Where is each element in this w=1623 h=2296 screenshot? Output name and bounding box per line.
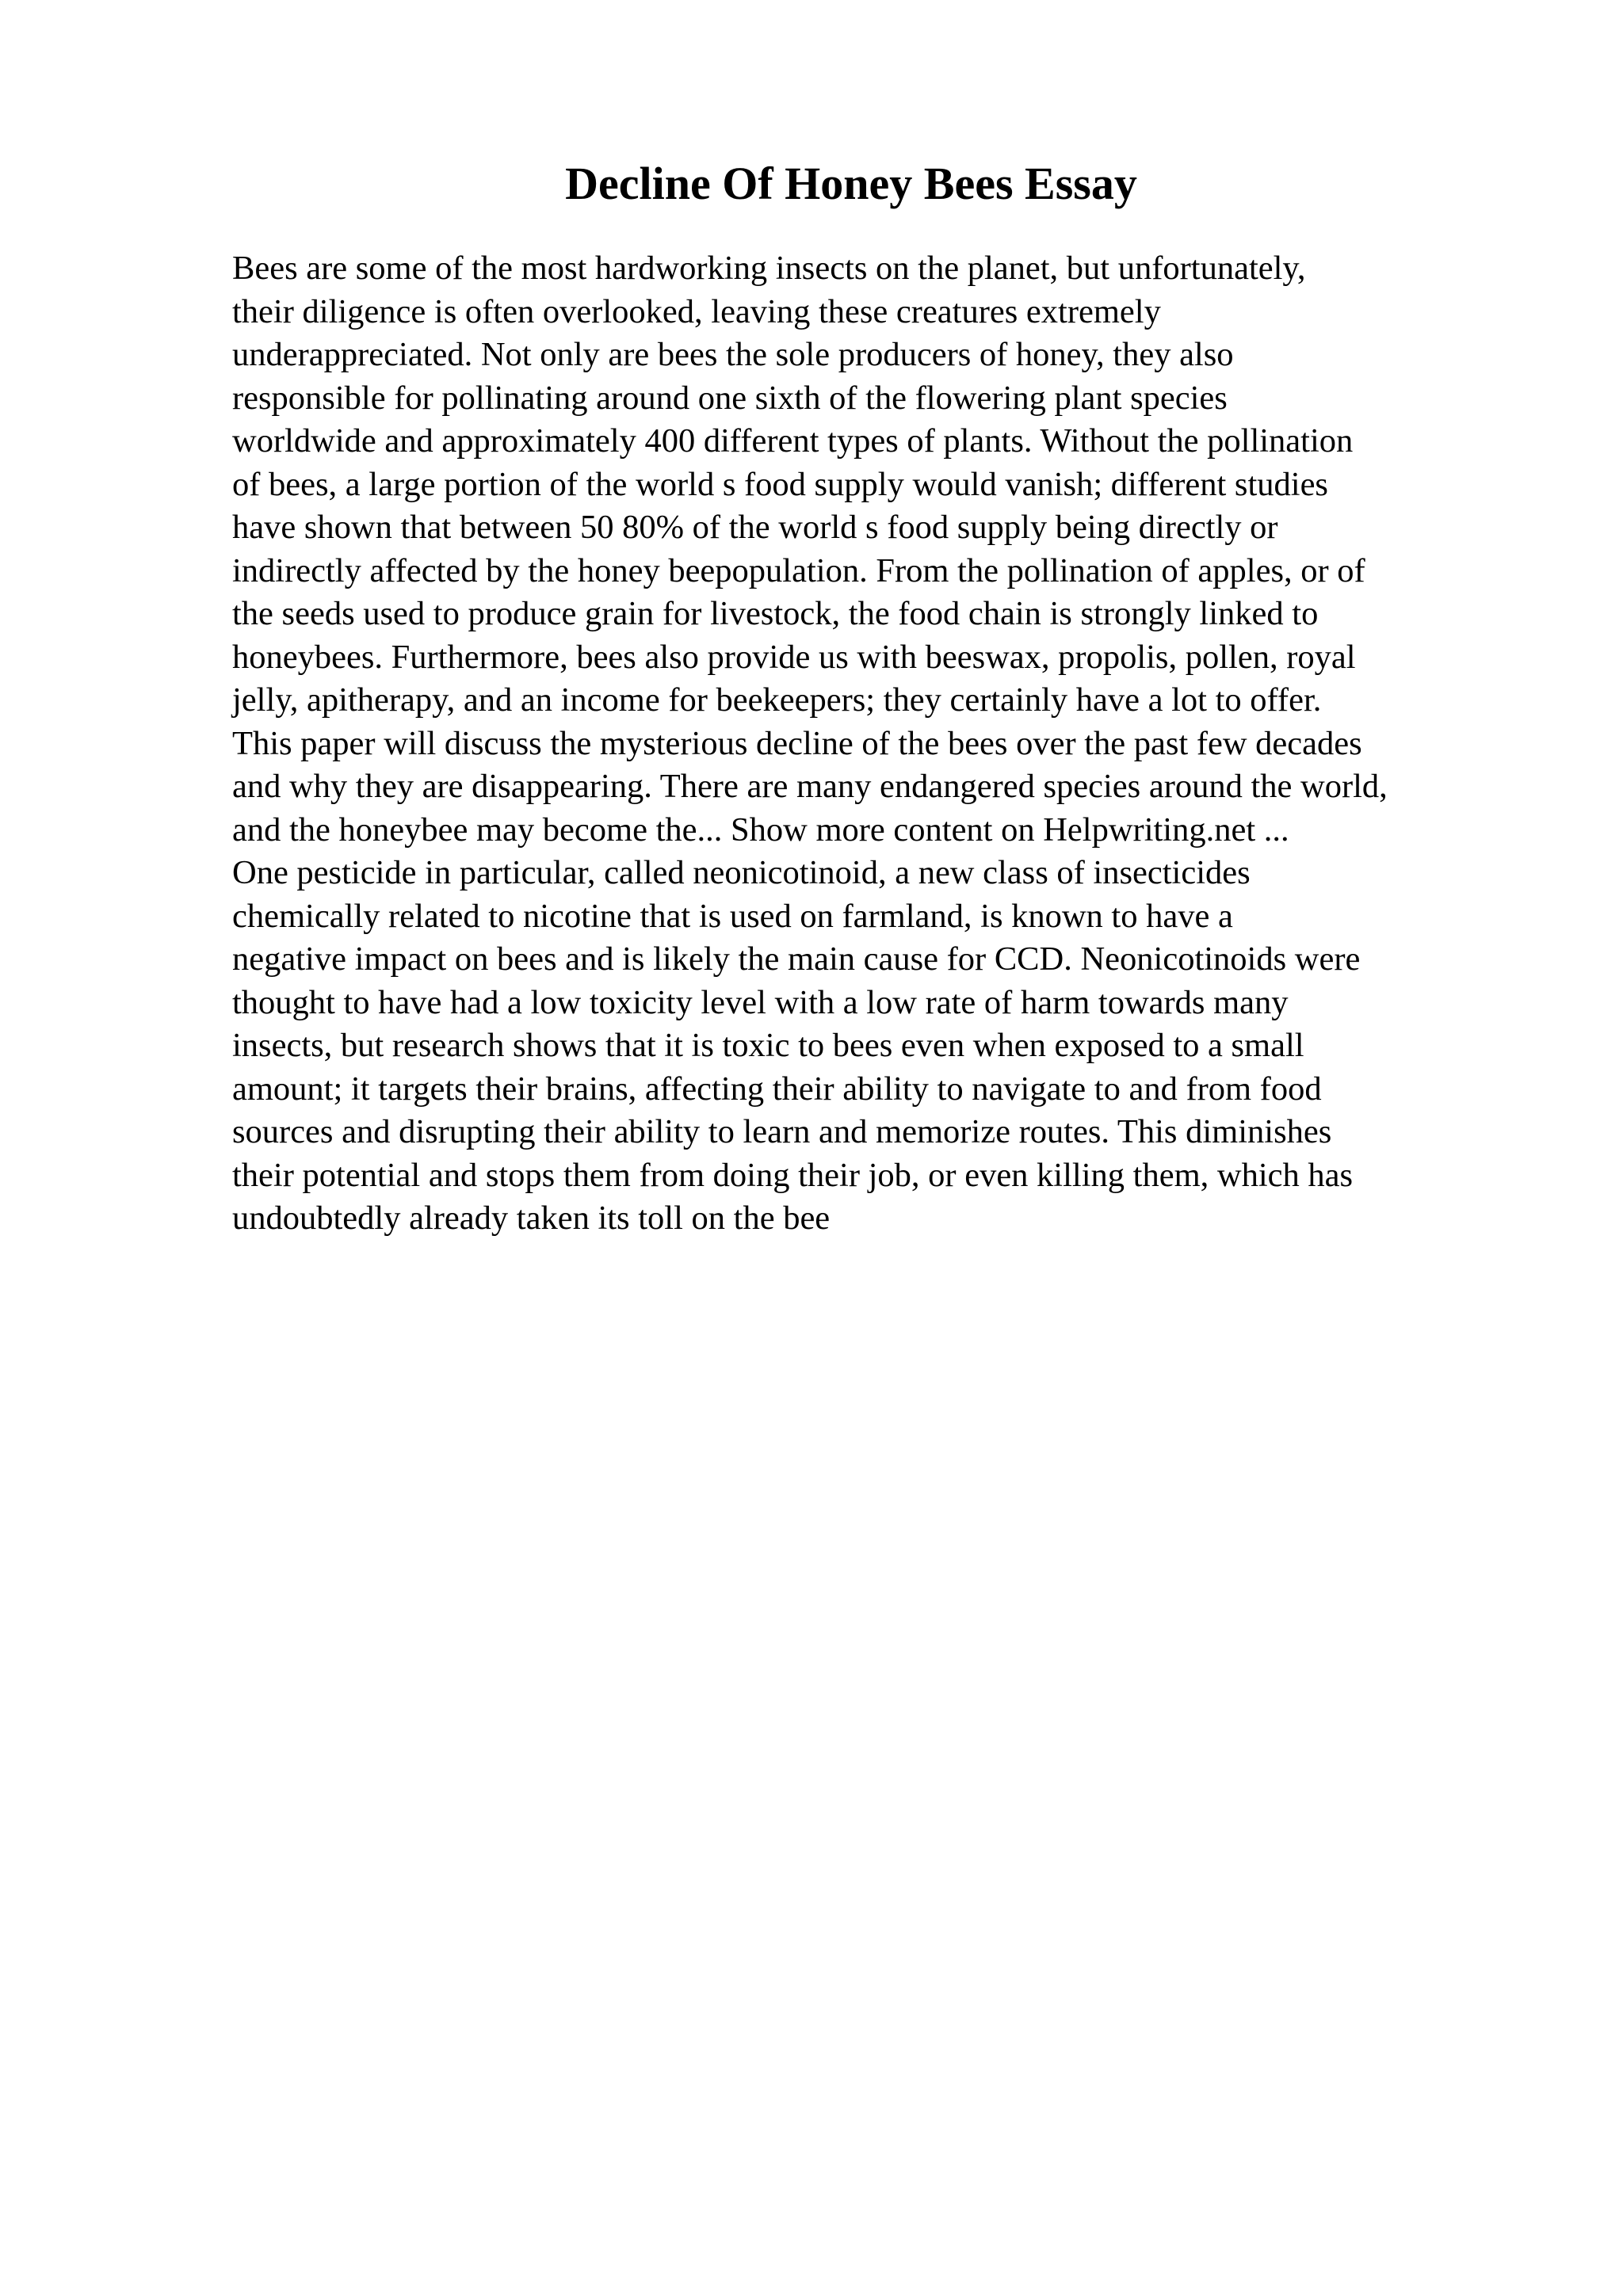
essay-line: thought to have had a low toxicity level with a low rate of harm towards many: [232, 983, 1289, 1021]
essay-line: chemically related to nicotine that is used on farmland, is known to have a: [232, 897, 1233, 935]
essay-line: jelly, apitherapy, and an income for beekeepers; they certainly have a lot to offer.: [232, 681, 1322, 719]
essay-line: worldwide and approximately 400 different types of plants. Without the pollination: [232, 422, 1354, 460]
document-title: Decline Of Honey Bees Essay: [565, 158, 1137, 209]
essay-line: honeybees. Furthermore, bees also provide us with beeswax, propolis, pollen, royal: [232, 638, 1356, 676]
essay-line: of bees, a large portion of the world s food supply would vanish; different studies: [232, 465, 1328, 503]
essay-line: the seeds used to produce grain for livestock, the food chain is strongly linked to: [232, 595, 1319, 632]
essay-line: their potential and stops them from doing their job, or even killing them, which has: [232, 1156, 1354, 1194]
essay-line: indirectly affected by the honey beepopulation. From the pollination of apples, or of: [232, 551, 1365, 589]
essay-line: responsible for pollinating around one sixth of the flowering plant species: [232, 379, 1228, 417]
essay-line: and the honeybee may become the... Show more content on Helpwriting.net ...: [232, 810, 1289, 849]
essay-line: and why they are disappearing. There are many endangered species around the world,: [232, 768, 1388, 805]
essay-line: sources and disrupting their ability to learn and memorize routes. This diminishes: [232, 1113, 1332, 1150]
essay-line: negative impact on bees and is likely the main cause for CCD. Neonicotinoids were: [232, 940, 1361, 978]
essay-line: their diligence is often overlooked, leaving these creatures extremely: [232, 292, 1161, 330]
essay-line: undoubtedly already taken its toll on the bee: [232, 1199, 831, 1237]
essay-line: have shown that between 50 80% of the world s food supply being directly or: [232, 509, 1278, 546]
essay-line: underappreciated. Not only are bees the sole producers of honey, they also: [232, 336, 1234, 373]
essay-body: [232, 247, 1595, 1241]
essay-line: Bees are some of the most hardworking insects on the planet, but unfortunately,: [232, 250, 1306, 287]
essay-line: This paper will discuss the mysterious decline of the bees over the past few decades: [232, 724, 1362, 762]
essay-line: amount; it targets their brains, affecting their ability to navigate to and from food: [232, 1070, 1322, 1108]
essay-line: insects, but research shows that it is toxic to bees even when exposed to a small: [232, 1027, 1304, 1064]
essay-line: One pesticide in particular, called neonicotinoid, a new class of insecticides: [232, 854, 1251, 891]
